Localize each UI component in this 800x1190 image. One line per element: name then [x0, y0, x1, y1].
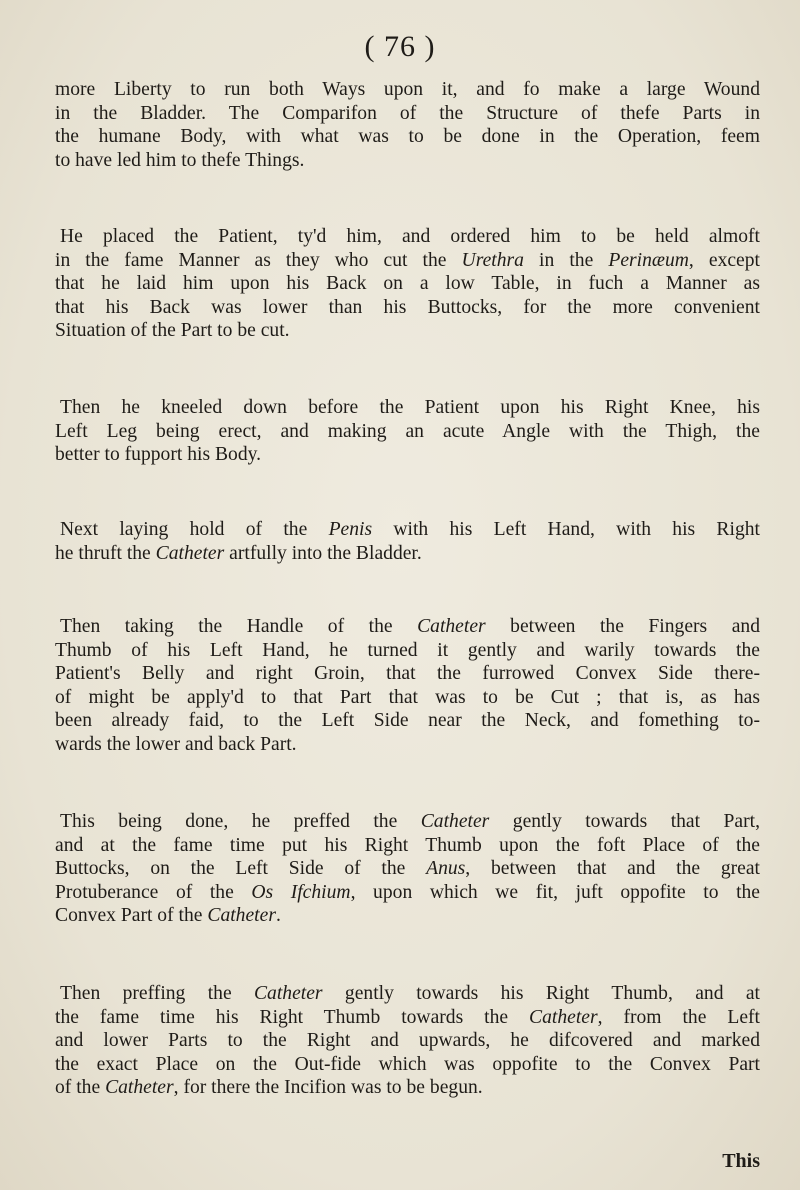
- text-line: Then taking the Handle of the Catheter between the Fingers and: [60, 616, 760, 637]
- text-line: more Liberty to run both Ways upon it, and fo make a large Wound: [55, 79, 760, 100]
- paragraph-6: [55, 810, 760, 928]
- text-line: been already faid, to the Left Side near the Neck, and fomething to-: [55, 710, 760, 731]
- text-line: Next laying hold of the Penis with his Left Hand, with his Right: [60, 519, 760, 540]
- text-line: of might be apply'd to that Part that was to be Cut ; that is, as has: [55, 686, 760, 708]
- text-line: wards the lower and back Part.: [55, 733, 297, 755]
- text-line: the humane Body, with what was to be done in the Operation, feem: [55, 126, 760, 147]
- text-line: Convex Part of the Catheter.: [55, 905, 281, 926]
- paragraph-7: [55, 982, 760, 1100]
- text-line: the fame time his Right Thumb towards the Catheter, from the Left: [55, 1006, 760, 1028]
- paragraph-5: [55, 615, 760, 756]
- text-line: Left Leg being erect, and making an acute Angle with the Thigh, the: [55, 420, 760, 442]
- text-line: the exact Place on the Out-fide which was oppofite to the Convex Part: [55, 1053, 760, 1075]
- text-line: and lower Parts to the Right and upwards, he difcovered and marked: [55, 1030, 760, 1051]
- paragraph-3: [55, 396, 760, 467]
- text-line: Then he kneeled down before the Patient upon his Right Knee, his: [60, 397, 760, 418]
- text-line: he thruft the Catheter artfully into the Bladder.: [55, 542, 422, 564]
- text-line: to have led him to thefe Things.: [55, 149, 305, 171]
- text-line: Patient's Belly and right Groin, that the furrowed Convex Side there-: [55, 663, 760, 684]
- text-line: Then preffing the Catheter gently towards his Right Thumb, and at: [60, 983, 760, 1004]
- text-line: and at the fame time put his Right Thumb upon the foft Place of the: [55, 834, 760, 856]
- paragraph-2: [55, 225, 760, 343]
- paragraph-4: [55, 518, 760, 565]
- page-number: ( 76 ): [364, 30, 436, 63]
- text-line: of the Catheter, for there the Incifion was to be begun.: [55, 1077, 483, 1098]
- text-line: Protuberance of the Os Ifchium, upon which we fit, juft oppofite to the: [55, 881, 761, 903]
- text-line: Situation of the Part to be cut.: [55, 320, 290, 341]
- text-line: that he laid him upon his Back on a low Table, in fuch a Manner as: [55, 273, 760, 294]
- paragraph-1: [55, 78, 760, 172]
- text-line: Thumb of his Left Hand, he turned it gently and warily towards the: [55, 639, 760, 661]
- text-line: This being done, he preffed the Catheter gently towards that Part,: [60, 811, 760, 832]
- text-line: Buttocks, on the Left Side of the Anus, between that and the great: [55, 858, 761, 879]
- text-line: in the fame Manner as they who cut the Urethra in the Perinæum, except: [55, 249, 760, 271]
- text-line: better to fupport his Body.: [55, 444, 262, 465]
- catchword: This: [722, 1150, 760, 1172]
- text-line: He placed the Patient, ty'd him, and ordered him to be held almoft: [60, 226, 760, 247]
- text-line: in the Bladder. The Comparifon of the Structure of thefe Parts in: [55, 102, 760, 124]
- text-line: that his Back was lower than his Buttocks, for the more convenient: [55, 296, 760, 318]
